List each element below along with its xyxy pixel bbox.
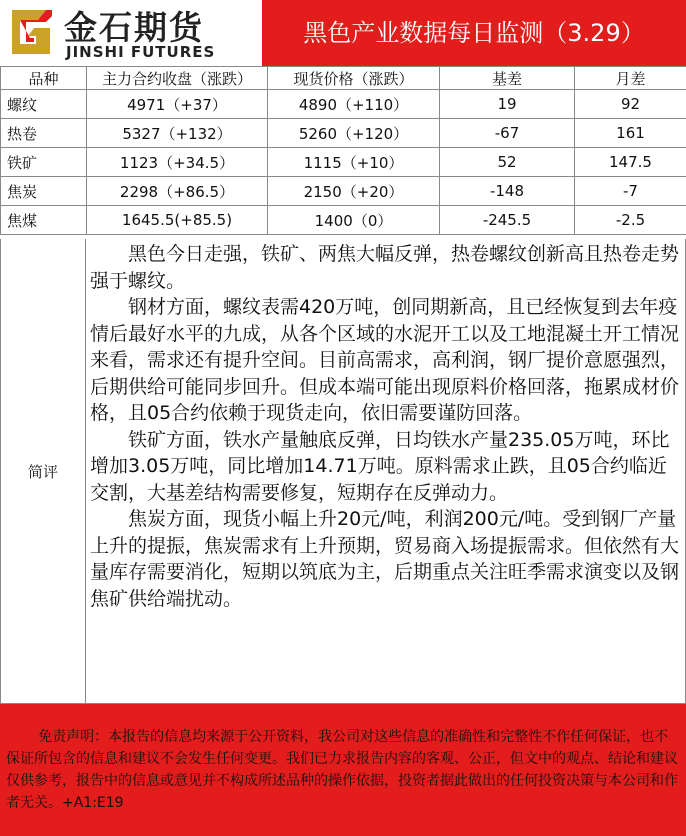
- cell-basis: 19: [440, 90, 575, 119]
- table-row: [1, 148, 686, 177]
- logo-chinese-name: 金石期货: [64, 8, 204, 47]
- disclaimer-text: 免责声明：本报告的信息均来源于公开资料，我公司对这些信息的准确性和完整性不作任何保证，也不保证所包含的信息和建议不会发生任何变更。我们已力求报告内容的客观、公正，但文中的观点、结论和建议仅供参考，报告中的信息或意见并不构成所述品种的操作依据，投资者据此做出的任何投资决策与本公司和作者无关。+A1:E19: [6, 729, 678, 811]
- table-header-row: [1, 67, 686, 90]
- cell-main-contract: 5327（+132）: [87, 119, 268, 148]
- cell-spot-price: 5260（+120）: [268, 119, 440, 148]
- report-title: 黑色产业数据每日监测（3.29）: [303, 19, 645, 47]
- cell-basis: -245.5: [440, 206, 575, 235]
- table-row: [1, 206, 686, 235]
- commentary-paragraph: 焦炭方面，现货小幅上升20元/吨，利润200元/吨。受到钢厂产量上升的提振，焦炭需求有上升预期，贸易商入场提振需求。但依然有大量库存需要消化，短期以筑底为主，后期重点关注旺季需求演变以及钢焦矿供给端扰动。: [90, 508, 680, 610]
- cell-variety: 螺纹: [1, 90, 87, 119]
- cell-main-contract: 4971（+37）: [87, 90, 268, 119]
- commentary-paragraph: 铁矿方面，铁水产量触底反弹，日均铁水产量235.05万吨，环比增加3.05万吨，同比增加14.71万吨。原料需求止跌，且05合约临近交割，大基差结构需要修复，短期存在反弹动力。: [90, 428, 670, 504]
- company-logo: [0, 0, 262, 66]
- table-row: [1, 90, 686, 119]
- cell-spot-price: 4890（+110）: [268, 90, 440, 119]
- commentary-paragraph: 钢材方面，螺纹表需420万吨，创同期新高，且已经恢复到去年疫情后最好水平的九成，从各个区域的水泥开工以及工地混凝土开工情况来看，需求还有提升空间。目前高需求，高利润，钢厂提价意愿强烈，后期供给可能同步回升。但成本端可能出现原料价格回落，拖累成材价格，且05合约依赖于现货走向，依旧需要谨防回落。: [90, 296, 680, 424]
- cell-month-spread: -2.5: [575, 206, 686, 235]
- header-spot-price: 现货价格（涨跌）: [268, 67, 440, 90]
- cell-main-contract: 1123（+34.5）: [87, 148, 268, 177]
- header-main-contract: 主力合约收盘（涨跌）: [87, 67, 268, 90]
- cell-spot-price: 1115（+10）: [268, 148, 440, 177]
- cell-main-contract: 1645.5(+85.5): [87, 206, 268, 235]
- cell-basis: 52: [440, 148, 575, 177]
- logo-english-name: JINSHI FUTURES: [66, 43, 216, 61]
- cell-variety: 焦煤: [1, 206, 87, 235]
- cell-main-contract: 2298（+86.5）: [87, 177, 268, 206]
- commentary-label: 简评: [27, 463, 58, 481]
- cell-month-spread: 161: [575, 119, 686, 148]
- cell-basis: -67: [440, 119, 575, 148]
- table-row: [1, 177, 686, 206]
- disclaimer-box: [0, 704, 686, 836]
- header-variety: 品种: [1, 67, 87, 90]
- cell-month-spread: 147.5: [575, 148, 686, 177]
- cell-month-spread: -7: [575, 177, 686, 206]
- cell-variety: 焦炭: [1, 177, 87, 206]
- cell-spot-price: 2150（+20）: [268, 177, 440, 206]
- commentary-body: [86, 239, 686, 704]
- price-table: [0, 66, 686, 235]
- cell-month-spread: 92: [575, 90, 686, 119]
- report-header: [0, 0, 686, 66]
- cell-variety: 铁矿: [1, 148, 87, 177]
- header-basis: 基差: [440, 67, 575, 90]
- header-month-spread: 月差: [575, 67, 686, 90]
- commentary-label-cell: [0, 239, 86, 704]
- table-row: [1, 119, 686, 148]
- title-banner: [262, 0, 686, 66]
- jinshi-logo-icon: [6, 6, 58, 58]
- commentary-paragraph: 黑色今日走强，铁矿、两焦大幅反弹，热卷螺纹创新高且热卷走势强于螺纹。: [90, 243, 680, 292]
- cell-variety: 热卷: [1, 119, 87, 148]
- cell-basis: -148: [440, 177, 575, 206]
- cell-spot-price: 1400（0）: [268, 206, 440, 235]
